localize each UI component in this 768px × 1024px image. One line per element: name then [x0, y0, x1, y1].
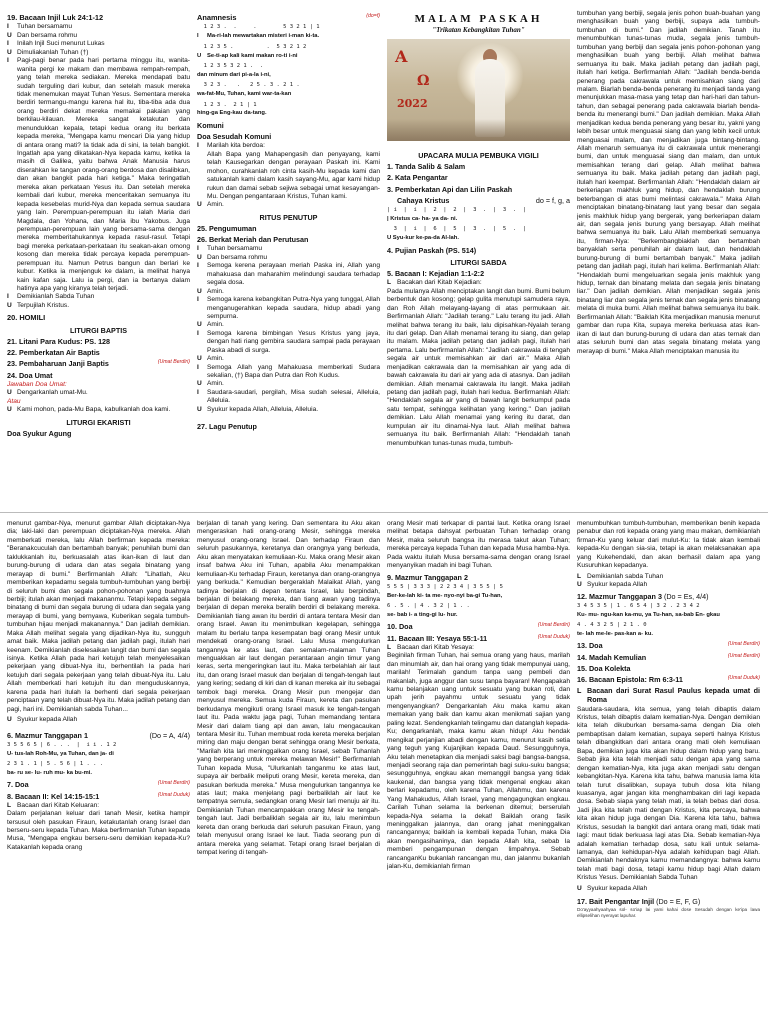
- reading-intro: L Bacaan dari Kitab Yesaya:: [387, 643, 474, 651]
- lyric-line: Ber-ke-lah ki- ta me- nyo-nyi ba-gi Tu-han,: [387, 592, 503, 599]
- epistle-intro: L Bacaan dari Surat Rasul Paulus kepada umat di Roma: [577, 686, 760, 705]
- lyric-line: | Kristus ca- ha- ya da- ni.: [387, 216, 458, 222]
- year-label: 2022: [397, 97, 428, 111]
- response-line: U Kami mohon, pada-Mu Bapa, kabulkanlah doa kami.: [7, 406, 171, 414]
- music-notes: 1 2 3 5 3 2 1 . .: [197, 63, 264, 70]
- response-line: I Tuhan bersamamu: [7, 23, 73, 31]
- closing-rites-title: RITUS PENUTUP: [259, 212, 318, 222]
- response-line: U Syukur kepada Allah: [577, 884, 648, 892]
- final-item: 16. Bacaan Epistola: Rm 6:3-11 (Umat Duduk): [577, 674, 760, 684]
- risen-christ-image: [387, 39, 570, 141]
- blessing-line: U Amin.: [197, 287, 224, 295]
- response-line: U Syukur kepada Allah: [7, 716, 78, 724]
- prayer10-heading: 10. Doa (Umat Berdiri): [387, 622, 570, 632]
- music-notes: | i | i | 2 | 2 | 3 . | 3 . |: [387, 207, 527, 214]
- reading-intro: L Bacaan dari Kitab Keluaran:: [7, 801, 100, 809]
- lyric-line: U- tus-lah Roh-Mu, ya Tuhan, dan ja- di: [7, 750, 114, 757]
- alpha-symbol: A: [395, 47, 408, 67]
- communion-heading: Komuni: [197, 120, 224, 130]
- final-item: 14. Madah Kemulian (Umat Berdiri): [577, 652, 760, 662]
- reading1-continued: tumbuhan yang berbiji, segala jenis pohon buah-buahan yang menghasilkan buah yang berbiji, supaya ada tumbuh-tumbuhan di bumi." Dan jadilah demikian. Tanah itu menumbuhkan tunas-tunas muda, segala jenis tumbuh-tumbuhan yang berbiji dan segala jenis pohon-pohonan yang menghasilkan buah yang berbiji. Allah melihat bahwa semuanya itu baik. Maka jadilah petang dan jadilah pagi, itulah hari ketiga. Berfirmanlah Allah: "Jadilah benda-benda penerang pada cakrawala untuk memisahkan siang dari malam. Biarlah benda-benda penerang itu menjadi tanda yang menunjukkan masa-masa yang tetap dan hari-hari dan tahun-tahun, dan sebagai penerang pada cakrawala biarlah benda-benda itu menerangi bumi." Dan jadilah demikian. Maka Allah menjadikan kedua benda penerang yang besar itu, yakni yang lebih besar untuk menguasai siang dan yang lebih kecil untuk menguasai malam, dan menjadikan juga bintang-bintang. Allah menaruh semuanya itu di cakrawala untuk menerangi bumi, dan untuk menguasai siang dan malam, dan untuk memisahkan terang dari gelap. Allah melihat bahwa semuanya itu baik. Maka jadilah petang dan jadilah pagi, itulah hari keempat. Berfirmanlah Allah: "Hendaklah dalam air berkeriapan makhluk yang hidup, dan hendaklah burung beterbangan di atas bumi melintasi cakrawala." Maka Allah menciptakan binatang-binatang laut yang besar dan segala jenis makhluk hidup yang bergerak, yang berkeriapan dalam air, dan segala jenis burung yang bersayap. Allah melihat bahwa semuanya itu baik. Lalu Allah memberkati semuanya itu, firman-Nya: "Berkembangbiaklah dan bertambah banyaklah serta penuhilah air dalam laut, dan hendaklah burung-burung di bumi bertambah banyak." Maka jadilah petang dan jadilah pagi, itulah hari kelima. Berfirmanlah Allah: "Hendaklah bumi mengeluarkan segala jenis makhluk yang hidup, ternak dan binatang melata dan segala jenis binatang liar." Dan jadilah demikian. Allah menjadikan segala jenis binatang liar dan segala jenis ternak dan segala jenis binatang melata di muka bumi. Allah melihat bahwa semuanya itu baik. Berfirmanlah Allah: "Baiklah Kita menjadikan manusia menurut gambar dan rupa Kita, supaya mereka berkuasa atas ikan-ikan di laut dan burung-burung di udara dan atas ternak dan atas seluruh bumi dan atas segala binatang melata yang merayap di bumi." Maka Allah menciptakan manusia itu: [577, 10, 760, 355]
- prayer-line: Allah Bapa yang Mahapengasih dan penyayang, kami telah Kausegarkan dengan perayaan Paskah ini. Kami mohon, curahkanlah roh cinta kasih-Mu kepada kami dan satukanlah kami dalam kasih sayang-Mu, agar kami hidup rukun dan damai sebab sejiwa sebagai umat kesayangan-Mu. Dengan pengantaraan Kristus, Tuhan kami.: [207, 150, 380, 200]
- music-notes: 3 | i | 6 | 5 | 3 . | 5 . |: [387, 226, 527, 233]
- reading2-heading: 8. Bacaan II: Kel 14:15-15:1 (Umat Duduk): [7, 791, 190, 801]
- closing-song-item: 27. Lagu Penutup: [197, 422, 257, 432]
- music-notes: 4 . 4 3 2 5 | 2 1 . 0: [577, 622, 647, 628]
- blessing-line: I Semoga karena bimbingan Yesus Kristus yang jaya, dengan hati riang gembira saudara sampai pada perayaan Paska abadi di surga.: [197, 329, 380, 354]
- top-page: [0, 0, 768, 505]
- music-notes: 3 2 3 . . 2 5 . 3 . 2 1 .: [197, 82, 300, 89]
- bottom-page: [0, 520, 768, 1024]
- omega-symbol: Ω: [417, 73, 430, 90]
- blessing-line: I Tuhan bersamamu: [197, 245, 263, 253]
- blessing-line: I Semoga kerena perayaan meriah Paska ini, Allah yang mahakuasa dan maharahim melindungi saudara terhadap segala dosa.: [197, 262, 380, 287]
- music-notes: 1 2 3 . 2 1 | 1: [197, 101, 257, 108]
- water-blessing-item: 22. Pemberkatan Air Baptis: [7, 348, 100, 358]
- response-line: U Syukur kepada Allah: [577, 581, 648, 589]
- psalm3-heading: 12. Mazmur Tanggapan 3 (Do = Es, 4/4): [577, 591, 709, 601]
- epistle-column: [577, 520, 760, 919]
- reading3-heading: 11. Bacaan III: Yesaya 55:1-11 (Umat Duduk): [387, 633, 570, 643]
- response-line: L Demikianlah sabda Tuhan: [577, 572, 664, 580]
- page-title: MALAM PASKAH: [414, 13, 543, 25]
- reading1-text: Pada mulanya Allah menciptakan langit dan bumi. Bumi belum berbentuk dan kosong; gelap gulita menutupi samudera raya, dan Roh Allah melayang-layang di atas permukaan air. Berfirmanlah Allah: "Jadilah terang." Lalu terang itu jadi. Allah melihat bahwa terang itu baik, lalu dipisahkan-Nyalah terang itu dari gelap. Dan Allah menamai terang itu siang, dan gelap itu malam. Maka jadilah petang dan jadilah pagi, itulah hari pertama. Lalu berfirmanlah Allah: "Jadilah cakrawala di tengah segala air untuk memisahkan air dari air." Maka Allah menjadikan cakrawala dan Ia memisahkan air yang ada di bawah cakrawala itu dari air yang ada di atasnya. Dan jadilah demikian. Allah menamai cakrawala itu langit. Maka jadilah petang dan jadilah pagi, itulah hari kedua. Berfirmanlah Allah: "Hendaklah segala air yang di bawah langit berkumpul pada satu tempat, sehingga kelihatan yang kering." Dan jadilah demikian. Lalu Allah menamai yang kering itu darat, dan kumpulan air itu dinamai-Nya laut. Allah melihat bahwa semuanya itu baik. Berfirmanlah Allah: "Hendaklah tanah menumbuhkan tunas-tunas muda, tumbuh-: [387, 287, 570, 447]
- music-notes: 2 3 1 . 1 | 5 . 5 6 | 1 . . .: [7, 761, 104, 767]
- blessing-line: U Dan bersama rohmu: [197, 253, 268, 261]
- lyric-line: I Ma-ri-lah mewartakan misteri i-man ki-ta.: [197, 33, 320, 40]
- crowd-silhouette: [387, 119, 570, 141]
- blessing-line: U Amin.: [197, 321, 224, 329]
- lyric-line: dan minum dari pi-a-la i-ni,: [197, 71, 271, 78]
- prayer-line: I Marilah kita berdoa:: [197, 142, 265, 150]
- response-label: Jawaban Doa Umat:: [7, 380, 67, 388]
- music-notes: 1 2 3 5 . . 5 3 2 1 2: [197, 43, 307, 50]
- vigil-column: [387, 10, 570, 450]
- final-item: 15. Doa Kolekta: [577, 663, 631, 673]
- lyric-line: U Syu-kur ke-pa-da Al-lah.: [387, 235, 459, 242]
- gospel-column: [7, 10, 190, 439]
- music-notes: 1 2 3 . . . 5 3 2 1 | 1: [197, 24, 320, 31]
- blessing-line: I Semoga Allah yang Mahakuasa memberkati Sudara sekalian, (†) Bapa dan Putra dan Roh Kudus.: [197, 363, 380, 380]
- prayer7-heading: 7. Doa (Umat Berdiri): [7, 780, 190, 790]
- isaiah-column: [387, 520, 570, 874]
- blessing-line: U Amin.: [197, 380, 224, 388]
- anamnesis-column: [197, 10, 380, 432]
- gospel-text: I Pagi-pagi benar pada hari pertama minggu itu, wanita-wanita pergi ke makam dan membawa rempah-rempah, yang telah mereka sediakan. Mereka mendapati batu sudah terguling dari kubur, dan setelah masuk mereka tidak menemukan mayat Tuhan Yesus. Sementara mereka berdiri termangu-mangu karena hal itu, tiba-tiba ada dua orang berdiri dekat mereka memakai pakaian yang berkilau-kilauan. Mereka sangat ketakutan dan menundukkan kepala, tetapi kedua orang itu berkata kepada mereka, "Mengapa kamu mencari Dia yang hidup di antara orang mati? Ia tidak ada di sini, Ia telah bangkit. Ingatlah apa yang dikatakan-Nya kepada kamu, ketika Ia masih di Galilea, yaitu bahwa Anak Manusia harus diserahkan ke tangan orang-orang berdosa dan disalibkan, dan akan bangkit pada hari ketiga." Maka teringatlah mereka akan perkataan Yesus itu. Dan setelah mereka kembali dari kubur, mereka menceritakan semuanya itu kepada kesebelas murid-Nya dan kepada semua saudara yang lain. Perempuan-perempuan itu ialah Maria dari Magdala, dan Yohana, dan Maria ibu Yakobus. Juga perempuan-perempuan lain yang bersama-sama dengan mereka memberitahukannya kepada rasul-rasul. Tetapi bagi mereka perkataan-perkataan itu seakan-akan omong kosong dan mereka tidak percaya kepada perempuan-perempuan itu. Namun Petrus bangun dan berlari ke kubur. Ketika ia menjenguk ke dalam, ia melihat hanya kain kafan saja. Lalu ia pergi, dan ia bertanya dalam hatinya apa yang kiranya telah terjadi.: [7, 57, 190, 293]
- lyric-line: Ku- mu- ngu-kan ka-mu, ya Tu-han, sa-bab En- gkau: [577, 611, 720, 618]
- page-subtitle: "Trikatan Kebangkitan Tuhan": [432, 26, 525, 35]
- vigil-item: 1. Tanda Salib & Salam: [387, 162, 466, 172]
- psalm1-heading: 6. Mazmur Tanggapan 1 (Do = A, 4/4): [7, 730, 190, 740]
- lyric-line: ba- ru se- lu- ruh mu- ka bu-mi.: [7, 769, 93, 776]
- verse-heading: 17. Bait Pengantar Injil (Do = E, F, G): [577, 897, 701, 907]
- page-divider: [0, 512, 768, 513]
- verse-notes: Do'ayyaahyaahyaa sol- so'iap lai yami kahai dose Sesudah dengan ke'ipa lawa ellipselihan nyerayat lapuhar.: [577, 907, 760, 919]
- reading2-text: Dalam perjalanan keluar dari tanah Mesir, ketika hampir tersusul oleh pasukan Firaun, ketakutanlah orang Israel dan berseru-seru kepada Tuhan. Maka berfirmanlah Tuhan kepada Musa, "Mengapa engkau berseru-seru demikian kepada-Ku? Katakanlah kepada orang: [7, 810, 190, 851]
- response-line: U Dan bersama rohmu: [7, 31, 78, 39]
- vigil-title: UPACARA MULIA PEMBUKA VIGILI: [418, 151, 539, 161]
- epistle-text: Saudara-saudara, kita semua, yang telah dibaptis dalam Kristus, telah dibaptis dalam kematian-Nya. Dengan demikian kita telah dikuburkan bersama-sama dengan Dia oleh pembaptisan dalam kematian, supaya seperti halnya Kristus telah dibangkitkan dari antara orang mati oleh kemuliaan Bapa, demikian juga kita akan hidup dalam hidup yang baru. Sebab jika kita telah menjadi satu dengan apa yang sama dengan kematian-Nya, kita juga akan menjadi satu dengan kebangkitan-Nya. Karena kita tahu, bahwa manusia lama kita telah turut disalibkan, supaya tubuh dosa kita hilang kuasanya, agar jangan kita menghambakan diri lagi kepada dosa. Sebab siapa yang telah mati, ia telah bebas dari dosa. Jadi jika kita telah mati dengan Kristus, kita percaya, bahwa kita akan hidup juga dengan Dia. Karena kita tahu, bahwa Kristus, sesudah Ia bangkit dari antara orang mati, tidak mati lagi: maut tidak berkuasa lagi atas Dia. Sebab kematian-Nya adalah kematian terhadap dosa, satu kali untuk selama-lamanya, dan kehidupan-Nya adalah kehidupan bagi Allah. Demikianlah hendaknya kamu memandangnya: bahwa kamu telah mati bagi dosa, tetapi kamu hidup bagi Allah dalam Kristus Yesus. Demikianlah Sabda Tuhan: [577, 705, 760, 882]
- exsultet-item: 4. Pujian Paskah (PS. 514): [387, 245, 477, 255]
- blessing-line: U Amin.: [197, 355, 224, 363]
- baptism-promise-item: 23. Pembaharuan Janji Baptis (Umat Berdiri): [7, 359, 190, 369]
- prayers-item: 24. Doa Umat: [7, 370, 53, 380]
- creation-column: [7, 520, 190, 854]
- reading3-text: Beginilah firman Tuhan, hai semua orang yang haus, marilah dan minumlah air, dan hai orang yang tidak mempunyai uang, marilah! Terimalah gandum tanpa uang pembeli dan makanlah, juga anggur dan susu tanpa bayaran! Mengapakah kamu belanjakan uang untuk sesuatu yang bukan roti, dan upah jerih payahmu untuk sesuatu yang tidak mengenyangkan? Dengarkanlah Aku maka kamu akan memakan yang baik dan kamu akan menikmati sajian yang paling lezat. Sendengkanlah telingamu dan datanglah kepada-Ku; dengarkanlah, maka kamu akan hidup! Aku hendak mengikat perjanjian abadi dengan kamu, menurut kasih setia yang teguh yang Kujanjikan kepada Daud. Sesungguhnya, Aku telah menetapkan dia menjadi saksi bagi bangsa-bangsa, menjadi seorang raja dan pemerintah bagi suku-suku bangsa; sesungguhnya, engkau akan memanggil bangsa yang tidak kaukenal, dan bangsa yang tidak mengenal engkau akan berlari kepadamu, oleh karena Tuhan, Allahmu, dan karena Yang Mahakudus, Allah Israel, yang mengagungkan engkau. Carilah Tuhan selama Ia berkenan ditemui; berserulah kepada-Nya selama Ia dekat! Baiklah orang fasik meninggalkan jalannya, dan orang jahat meninggalkan rancangannya; baiklah ia kembali kepada Tuhan, maka Dia akan mengasihaninya, dan kepada Allah kita, sebab Ia memberi pengampunan dengan limpahnya. Sebab rancanganKu bukanlah rancangan mu, dan jalanmu bukanlah jalan-Ku, demikianlah firman: [387, 652, 570, 871]
- music-notes: 6 . 5 . | 4 . 3 2 | 1 . .: [387, 603, 470, 610]
- eucharistic-prayer: Doa Syukur Agung: [7, 428, 72, 438]
- lyric-line: te- lah me-le- pas-kan a- ku.: [577, 630, 654, 637]
- final-item: 13. Doa (Umat Berdiri): [577, 641, 760, 651]
- lyric-line: wa-fat-Mu, Tuhan, kami war-ta-kan: [197, 91, 292, 98]
- response-line: I Inilah Injil Suci menurut Lukas: [7, 40, 105, 48]
- blessing-line: U Syukur kepada Allah, Alleluia, Alleluia.: [197, 405, 319, 413]
- word-title: LITURGI SABDA: [450, 257, 507, 267]
- or-label: Atau: [7, 397, 21, 405]
- genesis-column: [577, 10, 760, 358]
- blessing-item: 26. Berkat Meriah dan Perutusan: [197, 235, 309, 245]
- psalm2-heading: 9. Mazmur Tanggapan 2: [387, 572, 468, 582]
- announcements-item: 25. Pengumuman: [197, 224, 257, 234]
- music-notes: 3 4 5 3 5 | 1 . 6 5 4 | 3 2 . 2 3 4 2: [577, 602, 700, 609]
- music-notes: 3 5 5 6 5 | 6 . . . | i i . 1 2: [7, 741, 117, 748]
- reading1-heading: 5. Bacaan I: Kejadian 1:1-2:2: [387, 269, 485, 279]
- baptism-title: LITURGI BAPTIS: [69, 325, 128, 335]
- reading1-conclusion: menurut gambar-Nya, menurut gambar Allah diciptakan-Nya dia; laki-laki dan perempuan diciptakan-Nya mereka. Allah memberkati mereka, lalu Allah berfirman kepada mereka: "Beranakcuculah dan bertambah banyak; penuhilah bumi dan taklukkanlah itu, berkuasalah atas ikan-ikan di laut dan burung-burung di udara dan atas segala binatang yang merayap di bumi." Berfirmanlah Allah: "Lihatlah, Aku memberikan kepadamu segala tumbuh-tumbuhan yang berbiji di seluruh bumi dan segala pohon-pohonan yang buahnya berbiji; itulah akan menjadi makananmu. Tetapi kepada segala binatang di bumi dan segala burung di udara dan segala yang merayap di bumi, yang bernyawa, Kuberikan segala tumbuh-tumbuhan hijau menjadi makanannya." Dan jadilah demikian. Maka Allah melihat segala yang dijadikan-Nya itu, sungguh amat baik. Maka jadilah petang dan jadilah pagi, itulah hari keenam. Demikianlah diselesaikan langit dan bumi dan segala isinya. Ketika Allah pada hari ketujuh telah menyelesaikan pekerjaan yang dibuat-Nya itu, berhentilah Ia pada hari ketujuh dari segala pekerjaan yang telah dibuat-Nya itu. Lalu Allah memberkati hari ketujuh itu dan menguduskannya, karena pada hari itulah Ia berhenti dari segala pekerjaan penciptaan yang telah dibuat-Nya itu. Maka jadilah petang dan pagi, hari ini. Demikianlah sabda Tuhan...: [7, 520, 190, 713]
- lyric-line: se- bab i- a ting-gi lu- hur.: [387, 612, 458, 618]
- response-line: I Demikianlah Sabda Tuhan: [7, 293, 95, 301]
- gospel-heading: 19. Bacaan Injil Luk 24:1-12: [7, 13, 104, 22]
- eucharist-title: LITURGI EKARISTI: [66, 417, 131, 427]
- reading3-conclusion: menumbuhkan tumbuh-tumbuhan, memberikan benih kepada penabur dan roti kepada orang yang mau makan, demikianlah firman-Ku yang keluar dari mulut-Ku: Ia tidak akan kembali kepada-Ku dengan sia-sia, tetapi ia akan melaksanakan apa yang Kukehendaki, dan akan berhasil dalam apa yang Kusuruhkan kepadanya.: [577, 520, 760, 570]
- response-line: U Dimuliakanlah Tuhan (†): [7, 48, 89, 56]
- anamnesis-heading: Anamnesis (do=f): [197, 13, 380, 22]
- blessing-line: I Semoga karena kebangkitan Putra-Nya yang tunggal, Allah menganugerahkan kepada saudara, hidup abadi yang sempurna.: [197, 296, 380, 320]
- blessing-line: I Saudara-saudari, pergilah, Misa sudah selesai, Alleluia, Alleluia.: [197, 388, 380, 405]
- music-notes: 5 5 5 | 3 3 3 | 2 2 3 4 | 3 5 5 | 5: [387, 583, 503, 590]
- after-communion-heading: Doa Sesudah Komuni: [197, 132, 272, 142]
- reading2-conclusion: orang Mesir mati terkapar di pantai laut. Ketika orang Israel melihat betapa dahsyat perbuatan Tuhan terhadap orang Mesir, maka seluruh bangsa itu merasa takut akan Tuhan; mereka percaya kepada Tuhan dan kepada Musa hamba-Nya. Pada waktu itulah Musa bersama-sama dengan orang Israel menyanyikan madah ini bagi Tuhan.: [387, 520, 570, 570]
- vigil-item: 3. Pemberkatan Api dan Lilin Paskah: [387, 184, 513, 194]
- response-line: U Terpujilah Kristus.: [7, 301, 70, 309]
- vigil-item: 2. Kata Pengantar: [387, 173, 448, 183]
- exodus-column: [197, 520, 380, 860]
- reading2-continued: berjalan di tanah yang kering. Dan sementara itu Aku akan mengeraskan hati orang-orang Mesir, sehingga mereka menyusul orang-orang Israel. Dan terhadap Firaun dan seluruh pasukannya, keretanya dan orangnya yang berkuda, Aku akan menyatakan kemuliaan-Ku. Maka orang Mesir akan insaf bahwa Aku ini Tuhan, apabila Aku menampakkan kemuliaan-Ku terhadap Firaun, keretanya dan orang-orangnya yang berkuda." Kemudian bergeraklah Malaikat Allah, yang tadinya berjalan di depan tentara Israel, lalu berpindah, berjalan di belakang mereka, dan tiang awan yang tadinya berjalan di depan mereka beralih berdiri di belakang mereka. Demikianlah tiang awan itu berdiri di antara tentara Mesir dan orang Israel. Awan itu menimbulkan kegelapan, sehingga malam itu berlalu tanpa kesempatan bagi orang Mesir untuk mendekati orang-orang Israel. Lalu Musa mengulurkan tangannya ke atas laut, dan semalam-malaman Tuhan menguakkan air laut dengan perantaraan angin timur yang keras, serta mengeringkan laut itu. Maka terbelahlah air laut itu, dan orang Israel masuk dan berjalan di tengah-tengah laut yang kering; sedang di kiri dan di kanan mereka air itu sebagai tembok bagi mereka. Orang Mesir pun mengejar dan menyusul mereka. Semua kuda Firaun, kereta dan pasukan berkudanya mengikuti orang Israel masuk ke tengah-tengah laut itu. Pada waktu jaga pagi, Tuhan memandang tentara Mesir dari dalam tiang api dan awan, lalu mengacaukan tentara Mesir itu. Tuhan membuat roda kereta mereka berjalan miring dan maju dengan berat sehingga orang Mesir berkata, "Marilah kita lari meninggalkan orang Israel, sebab Tuhanlah yang berperang untuk mereka melawan Mesir!" Berfirmanlah Tuhan kepada Musa, "Ulurkanlah tanganmu ke atas laut, supaya air berbalik meliputi orang Mesir, kereta mereka, dan pasukan berkuda mereka." Musa mengulurkan tangannya ke atas laut; maka menjelang pagi berbaliklah air laut ke tempatnya semula, sedangkan orang Mesir lari menuju air itu. Demikianlah Tuhan mencampakkan orang Mesir ke tengah-tengah laut. Jadi berbaliklah segala air itu, lalu menimbun kereta dan orang berkuda dari seluruh pasukan Firaun, yang telah menyusul orang Israel ke laut. Tiada seorang pun di antara mereka yang selamat. Tetapi orang Israel berjalan di tempat kering di tengah-: [197, 520, 380, 857]
- homily-heading: 20. HOMILI: [7, 313, 46, 323]
- lyric-line: hing-ga Eng-kau da-tang.: [197, 110, 267, 117]
- litany-item: 21. Litani Para Kudus: PS. 128: [7, 337, 111, 347]
- reading-intro: L Bacakan dari Kitab Kejadian:: [387, 279, 482, 287]
- lyric-line: U Se-ti-ap kali kami makan ro-ti i-ni: [197, 52, 298, 59]
- candle-acclamation: Cahaya Kristus do = f, g, a: [397, 195, 570, 205]
- prayer-line: U Amin.: [197, 201, 224, 209]
- response-line: U Dengarkanlah umat-Mu.: [7, 389, 88, 397]
